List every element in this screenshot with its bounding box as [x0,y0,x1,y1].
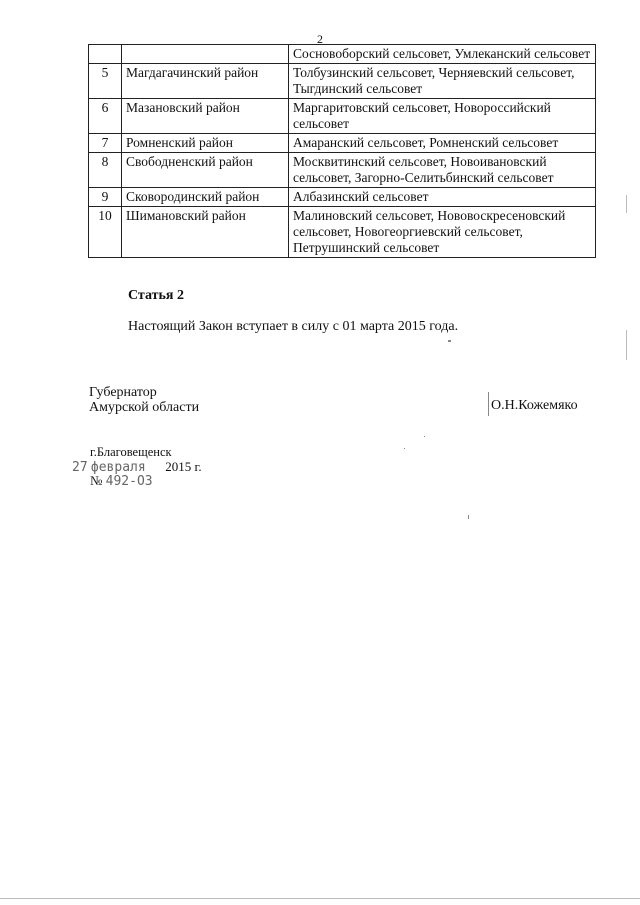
city: г.Благовещенск [90,445,172,459]
districts-table [88,44,596,258]
row-number: 6 [89,99,122,134]
table-row [89,188,596,207]
scan-speck [448,340,451,342]
article-text: Настоящий Закон вступает в силу с 01 марта 2015 года. [128,319,459,334]
district-name: Шимановский район [122,207,289,258]
row-number: 9 [89,188,122,207]
signatory-title [89,385,199,415]
scan-speck [468,515,469,519]
district-name [122,45,289,64]
signatory-title-line2: Амурской области [89,400,200,415]
row-number: 8 [89,153,122,188]
scan-speck [424,436,425,437]
table-row [89,134,596,153]
councils-list: Москвитинский сельсовет, Новоивановский сельсовет, Загорно-Селитьбинский сельсовет [289,153,596,188]
district-name: Мазановский район [122,99,289,134]
table-row [89,207,596,258]
law-number-value: 492-ОЗ [105,474,153,489]
date-month: февраля [90,460,146,475]
date-day: 27 [72,460,88,475]
page-number: 2 [317,32,323,46]
number-sign: № [90,473,103,488]
councils-list: Толбузинский сельсовет, Черняевский сельсовет, Тыгдинский сельсовет [289,64,596,99]
councils-list: Малиновский сельсовет, Нововоскресеновский сельсовет, Новогеоргиевский сельсовет, Петрушинский сельсовет [289,207,596,258]
table-row [89,64,596,99]
districts-table-body [89,45,596,258]
scan-edge-mark [626,195,627,213]
district-name: Свободненский район [122,153,289,188]
row-number: 10 [89,207,122,258]
councils-list: Албазинский сельсовет [289,188,596,207]
row-number: 5 [89,64,122,99]
scan-edge-mark [626,330,627,360]
signatory-name: О.Н.Кожемяко [491,398,578,413]
district-name: Сковородинский район [122,188,289,207]
article-title: Статья 2 [128,288,184,303]
district-name: Магдагачинский район [122,64,289,99]
law-number [90,473,153,489]
councils-list: Маргаритовский сельсовет, Новороссийский сельсовет [289,99,596,134]
row-number [89,45,122,64]
date-year: 2015 г. [165,459,202,474]
councils-list: Сосновоборский сельсовет, Умлеканский сельсовет [289,45,596,64]
table-row [89,45,596,64]
scan-speck [488,392,489,416]
councils-list: Амаранский сельсовет, Ромненский сельсовет [289,134,596,153]
scan-bottom-edge [0,898,640,899]
scan-speck [404,448,405,449]
table-row [89,99,596,134]
district-name: Ромненский район [122,134,289,153]
signatory-title-line1: Губернатор [89,385,157,400]
row-number: 7 [89,134,122,153]
table-row [89,153,596,188]
